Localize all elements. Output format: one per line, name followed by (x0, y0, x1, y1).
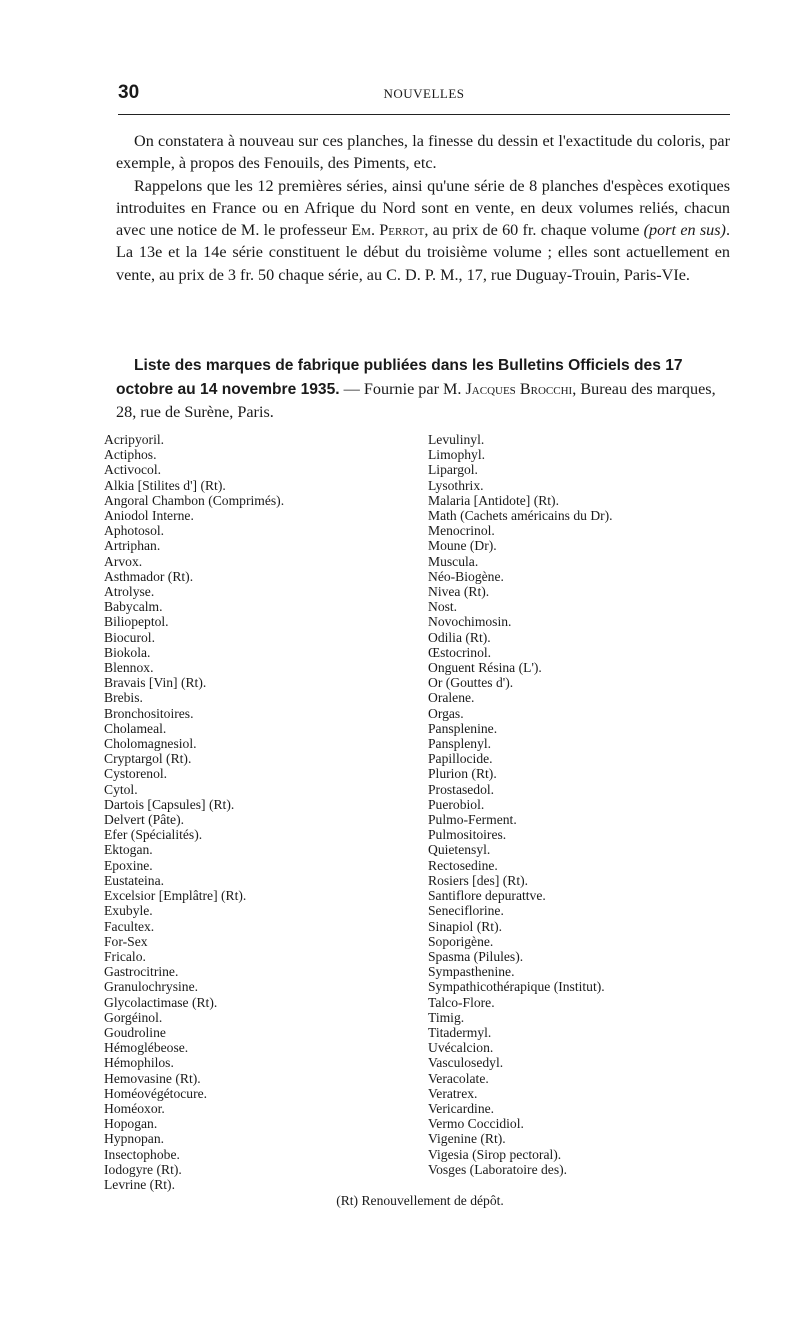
trademark-item: Levulinyl. (428, 432, 485, 447)
trademark-item: Oralene. (428, 690, 475, 706)
provider-suffix: , Bureau des marques, 28, rue de Surène, Paris. (116, 379, 716, 421)
trademark-item: Cryptargol (Rt). (104, 751, 192, 767)
trademark-item: Gastrocitrine. (104, 964, 179, 980)
provider-prefix: — Fournie par M. (339, 379, 466, 398)
trademark-item: Timig. (428, 1009, 465, 1025)
trademark-item: Malaria [Antidote] (Rt). (428, 492, 559, 508)
trademark-item: Glycolactimase (Rt). (104, 994, 218, 1010)
trademark-item: Math (Cachets américains du Dr). (428, 508, 613, 524)
trademark-item: Granulochrysine. (104, 979, 198, 995)
trademark-item: Homéovégétocure. (104, 1085, 208, 1101)
trademark-item: Excelsior [Emplâtre] (Rt). (104, 888, 247, 904)
trademark-item: Insectophobe. (104, 1146, 180, 1162)
shipping-note: (port en sus) (643, 221, 726, 240)
trademark-item: Vasculosedyl. (428, 1055, 504, 1071)
trademark-item: Fricalo. (104, 948, 146, 964)
trademark-item: Facultex. (104, 918, 155, 934)
trademark-item: Soporigène. (428, 933, 494, 949)
body-text (116, 130, 730, 286)
trademark-item: Rectosedine. (428, 857, 498, 873)
trademark-item: Néo-Biogène. (428, 568, 504, 584)
trademark-item: Bravais [Vin] (Rt). (104, 675, 207, 691)
trademark-item: Cystorenol. (104, 766, 168, 782)
trademark-item: Lysothrix. (428, 477, 484, 493)
trademark-item: Quietensyl. (428, 842, 491, 858)
trademark-item: Hopogan. (104, 1116, 158, 1132)
trademark-item: Seneciflorine. (428, 903, 504, 919)
trademark-item: Spasma (Pilules). (428, 948, 524, 964)
trademark-item: Œstocrinol. (428, 644, 492, 660)
trademark-item: Eustateina. (104, 872, 165, 888)
trademark-item: Plurion (Rt). (428, 766, 497, 782)
page-header (118, 82, 730, 112)
header-rule (118, 114, 730, 115)
trademark-item: Blennox. (104, 660, 154, 676)
trademark-item: Nivea (Rt). (428, 584, 490, 600)
trademark-item: Puerobiol. (428, 796, 485, 812)
trademark-item: Orgas. (428, 705, 464, 721)
paragraph-1: On constatera à nouveau sur ces planches, la finesse du dessin et l'exactitude du coloris, par exemple, à propos des Fenouils, des Piments, etc. (116, 132, 730, 173)
trademark-item: Santiflore depurattve. (428, 888, 546, 904)
trademark-item: Arvox. (104, 553, 143, 569)
trademark-item: Iodogyre (Rt). (104, 1161, 182, 1177)
trademark-item: Efer (Spécialités). (104, 827, 203, 843)
trademark-item: Sympathicothérapique (Institut). (428, 979, 605, 995)
trademark-item: Cholomagnesiol. (104, 736, 197, 752)
trademark-item: Hémoglébeose. (104, 1040, 189, 1056)
trademark-item: Acripyoril. (104, 432, 165, 447)
trademark-item: Or (Gouttes d'). (428, 675, 514, 691)
trademark-item: Bronchositoires. (104, 705, 194, 721)
trademark-item: Hémophilos. (104, 1055, 174, 1071)
trademark-item: Vericardine. (428, 1100, 495, 1116)
page-number: 30 (118, 82, 140, 103)
trademark-item: Brebis. (104, 690, 143, 706)
trademark-item: Novochimosin. (428, 614, 512, 630)
trademark-item: Titadermyl. (428, 1024, 492, 1040)
trademark-item: Moune (Dr). (428, 538, 497, 554)
author-name: Em. Perrot (351, 221, 425, 240)
paragraph-2 (116, 175, 730, 286)
trademark-item: Actiphos. (104, 447, 157, 463)
trademark-item: Pulmositoires. (428, 827, 507, 843)
trademark-item: Odilia (Rt). (428, 629, 491, 645)
trademark-item: Pulmo-Ferment. (428, 812, 517, 828)
trademark-item: Vermo Coccidiol. (428, 1116, 524, 1132)
footnote: (Rt) Renouvellement de dépôt. (336, 1193, 504, 1208)
trademark-item: Delvert (Pâte). (104, 812, 185, 828)
trademark-item: Alkia [Stilites d'] (Rt). (104, 477, 226, 493)
trademark-item: Veratrex. (428, 1085, 478, 1101)
trademark-item: Lipargol. (428, 462, 478, 478)
trademark-item: Rosiers [des] (Rt). (428, 872, 529, 888)
trademark-item: Menocrinol. (428, 523, 495, 539)
trademark-item: For-Sex (104, 933, 148, 949)
trademark-list-right (428, 432, 748, 1177)
trademark-item: Biliopeptol. (104, 614, 169, 630)
trademark-item: Sympasthenine. (428, 964, 515, 980)
trademark-item: Vosges (Laboratoire des). (428, 1161, 568, 1177)
trademark-item: Vigesia (Sirop pectoral). (428, 1146, 562, 1162)
trademark-item: Onguent Résina (L'). (428, 660, 542, 676)
trademark-list-left (104, 432, 404, 1192)
trademark-item: Hemovasine (Rt). (104, 1070, 201, 1086)
trademark-item: Papillocide. (428, 751, 493, 767)
trademark-item: Cholameal. (104, 720, 167, 736)
trademark-item: Biocurol. (104, 629, 155, 645)
trademark-item: Pansplenyl. (428, 736, 492, 752)
trademark-item: Muscula. (428, 553, 479, 569)
trademark-item: Veracolate. (428, 1070, 489, 1086)
trademark-item: Goudroline (104, 1024, 166, 1040)
trademark-item: Dartois [Capsules] (Rt). (104, 796, 235, 812)
trademark-item: Sinapiol (Rt). (428, 918, 503, 934)
trademark-item: Nost. (428, 599, 458, 615)
trademark-item: Artriphan. (104, 538, 161, 554)
trademark-item: Talco-Flore. (428, 994, 495, 1010)
trademark-item: Levrine (Rt). (104, 1176, 175, 1192)
running-head: NOUVELLES (383, 86, 465, 101)
paragraph-2-part-3: . La 13e et la 14e série constituent le début du troisième volume ; elles sont actuellement en vente, au prix de 3 fr. 50 chaque série, au C. D. P. M., 17, rue Duguay-Trouin, Paris-VIe. (116, 221, 730, 284)
provider-name: Jacques Brocchi (465, 379, 573, 398)
trademark-item: Limophyl. (428, 447, 486, 463)
trademark-item: Aphotosol. (104, 523, 165, 539)
trademark-item: Angoral Chambon (Comprimés). (104, 492, 285, 508)
trademark-item: Babycalm. (104, 599, 163, 615)
paragraph-2-part-2: , au prix de 60 fr. chaque volume (424, 221, 644, 240)
trademark-item: Ektogan. (104, 842, 153, 858)
trademark-item: Asthmador (Rt). (104, 568, 194, 584)
trademark-item: Hypnopan. (104, 1131, 165, 1147)
trademark-item: Cytol. (104, 781, 138, 797)
list-heading (116, 354, 730, 424)
trademark-item: Epoxine. (104, 857, 153, 873)
trademark-item: Pansplenine. (428, 720, 498, 736)
trademark-item: Atrolyse. (104, 584, 155, 600)
trademark-item: Activocol. (104, 462, 162, 478)
trademark-item: Vigenine (Rt). (428, 1131, 506, 1147)
trademark-item: Gorgéinol. (104, 1009, 163, 1025)
trademark-item: Biokola. (104, 644, 151, 660)
trademark-item: Aniodol Interne. (104, 508, 194, 524)
trademark-item: Homéoxor. (104, 1100, 165, 1116)
trademark-item: Prostasedol. (428, 781, 495, 797)
paragraph-2-part-1: Rappelons que les 12 premières séries, ainsi qu'une série de 8 planches d'espèces exotiques introduites en France ou en Afrique du Nord sont en vente, en deux volumes reliés, chacun avec une notice de M. le professeur (116, 176, 730, 240)
trademark-item: Exubyle. (104, 903, 153, 919)
trademark-item: Uvécalcion. (428, 1040, 494, 1056)
list-heading-title: Liste des marques de fabrique publiées dans les Bulletins Officiels des 17 octobre au 14 novembre 1935. (116, 357, 683, 398)
